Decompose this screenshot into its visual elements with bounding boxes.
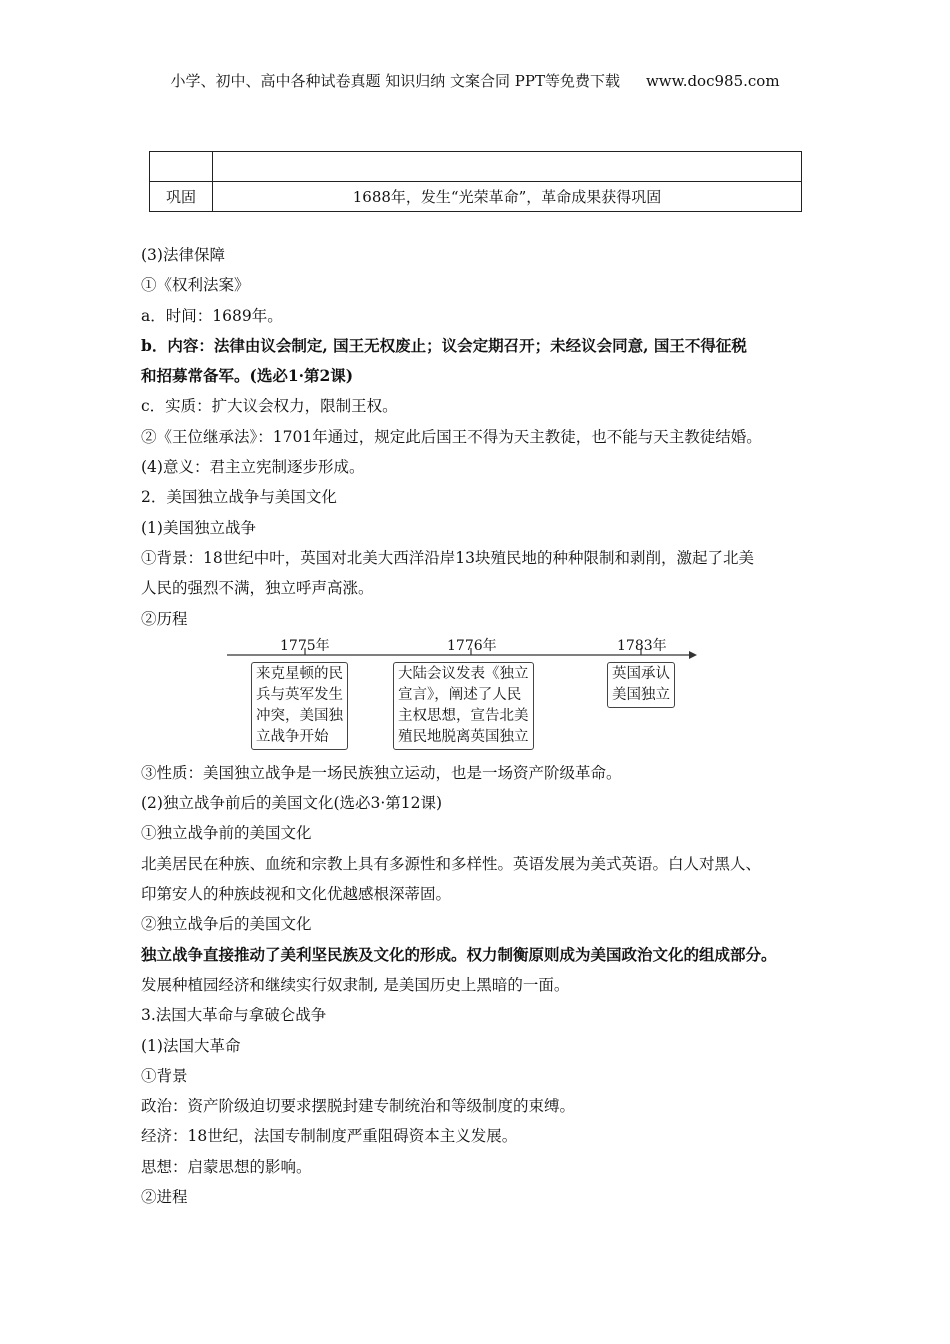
timeline-year: 1776年 xyxy=(447,637,497,654)
timeline-event-1776 xyxy=(393,662,534,750)
event-line: 宣言》，阐述了人民 xyxy=(398,686,522,703)
event-line: 殖民地脱离英国独立 xyxy=(398,728,529,745)
document-body xyxy=(141,240,831,1212)
french-politics: 政治：资产阶级迫切要求摆脱封建专制统治和等级制度的束缚。 xyxy=(141,1097,576,1116)
bill-content-line1: b．内容：法律由议会制定, 国王无权废止；议会定期召开；未经议会同意, 国王不得征税 xyxy=(141,335,747,355)
event-line: 主权思想，宣告北美 xyxy=(398,707,529,724)
french-process: ②进程 xyxy=(141,1188,188,1207)
event-line: 来克星顿的民 xyxy=(256,665,343,682)
subsection-heading: (1)美国独立战争 xyxy=(141,518,256,537)
timeline-year: 1775年 xyxy=(280,637,330,654)
section-heading: 3.法国大革命与拿破仑战争 xyxy=(141,1006,327,1025)
bill-essence: c．实质：扩大议会权力，限制王权。 xyxy=(141,397,398,416)
header-site: www.doc985.com xyxy=(645,72,780,90)
war-nature: ③性质：美国独立战争是一场民族独立运动，也是一场资产阶级革命。 xyxy=(141,763,622,782)
french-thought: 思想：启蒙思想的影响。 xyxy=(141,1157,312,1176)
bill-content-line2: 和招募常备军。(选必1·第2课) xyxy=(141,366,354,386)
event-line: 兵与英军发生 xyxy=(256,686,343,703)
event-line: 美国独立 xyxy=(612,686,670,703)
table-row xyxy=(150,182,802,212)
succession-act: ②《王位继承法》：1701年通过，规定此后国王不得为天主教徒，也不能与天主教徒结婚。 xyxy=(141,427,762,446)
table-cell-label: 巩固 xyxy=(150,182,213,212)
timeline-event-1775 xyxy=(251,662,348,750)
after-war-line2: 发展种植园经济和继续实行奴隶制, 是美国历史上黑暗的一面。 xyxy=(141,975,570,994)
background-line1: ①背景：18世纪中叶，英国对北美大西洋沿岸13块殖民地的种种限制和剥削，激起了北美 xyxy=(141,548,754,567)
table-cell-content xyxy=(213,152,802,182)
french-background: ①背景 xyxy=(141,1066,188,1085)
subsection-heading: (1)法国大革命 xyxy=(141,1036,241,1055)
section-heading: (3)法律保障 xyxy=(141,246,225,264)
significance: (4)意义：君主立宪制逐步形成。 xyxy=(141,458,365,477)
timeline xyxy=(141,634,831,758)
table-row xyxy=(150,152,802,182)
french-economy: 经济：18世纪，法国专制制度严重阻碍资本主义发展。 xyxy=(141,1127,518,1146)
event-line: 冲突，美国独 xyxy=(256,707,343,724)
event-line: 立战争开始 xyxy=(256,728,329,745)
revolution-table xyxy=(149,151,802,212)
header-text: 小学、初中、高中各种试卷真题 知识归纳 文案合同 PPT等免费下载 xyxy=(170,72,620,90)
section-heading: 2．美国独立战争与美国文化 xyxy=(141,488,337,507)
page-header xyxy=(0,70,950,91)
timeline-year: 1783年 xyxy=(617,637,667,654)
subsection-heading: (2)独立战争前后的美国文化(选必3·第12课) xyxy=(141,794,443,813)
event-line: 英国承认 xyxy=(612,665,670,682)
timeline-event-1783 xyxy=(607,662,675,708)
after-war-line1: 独立战争直接推动了美利坚民族及文化的形成。权力制衡原则成为美国政治文化的组成部分。 xyxy=(141,944,777,964)
bill-title: ①《权利法案》 xyxy=(141,276,250,295)
background-line2: 人民的强烈不满，独立呼声高涨。 xyxy=(141,579,374,598)
after-war-title: ②独立战争后的美国文化 xyxy=(141,915,312,934)
before-war-title: ①独立战争前的美国文化 xyxy=(141,824,312,843)
process-title: ②历程 xyxy=(141,609,188,628)
bill-time: a．时间：1689年。 xyxy=(141,306,283,325)
event-line: 大陆会议发表《独立 xyxy=(398,665,529,682)
table-cell-label xyxy=(150,152,213,182)
table-cell-content: 1688年，发生“光荣革命”，革命成果获得巩固 xyxy=(213,182,802,212)
before-war-line1: 北美居民在种族、血统和宗教上具有多源性和多样性。英语发展为美式英语。白人对黑人、 xyxy=(141,854,762,873)
before-war-line2: 印第安人的种族歧视和文化优越感根深蒂固。 xyxy=(141,885,452,904)
